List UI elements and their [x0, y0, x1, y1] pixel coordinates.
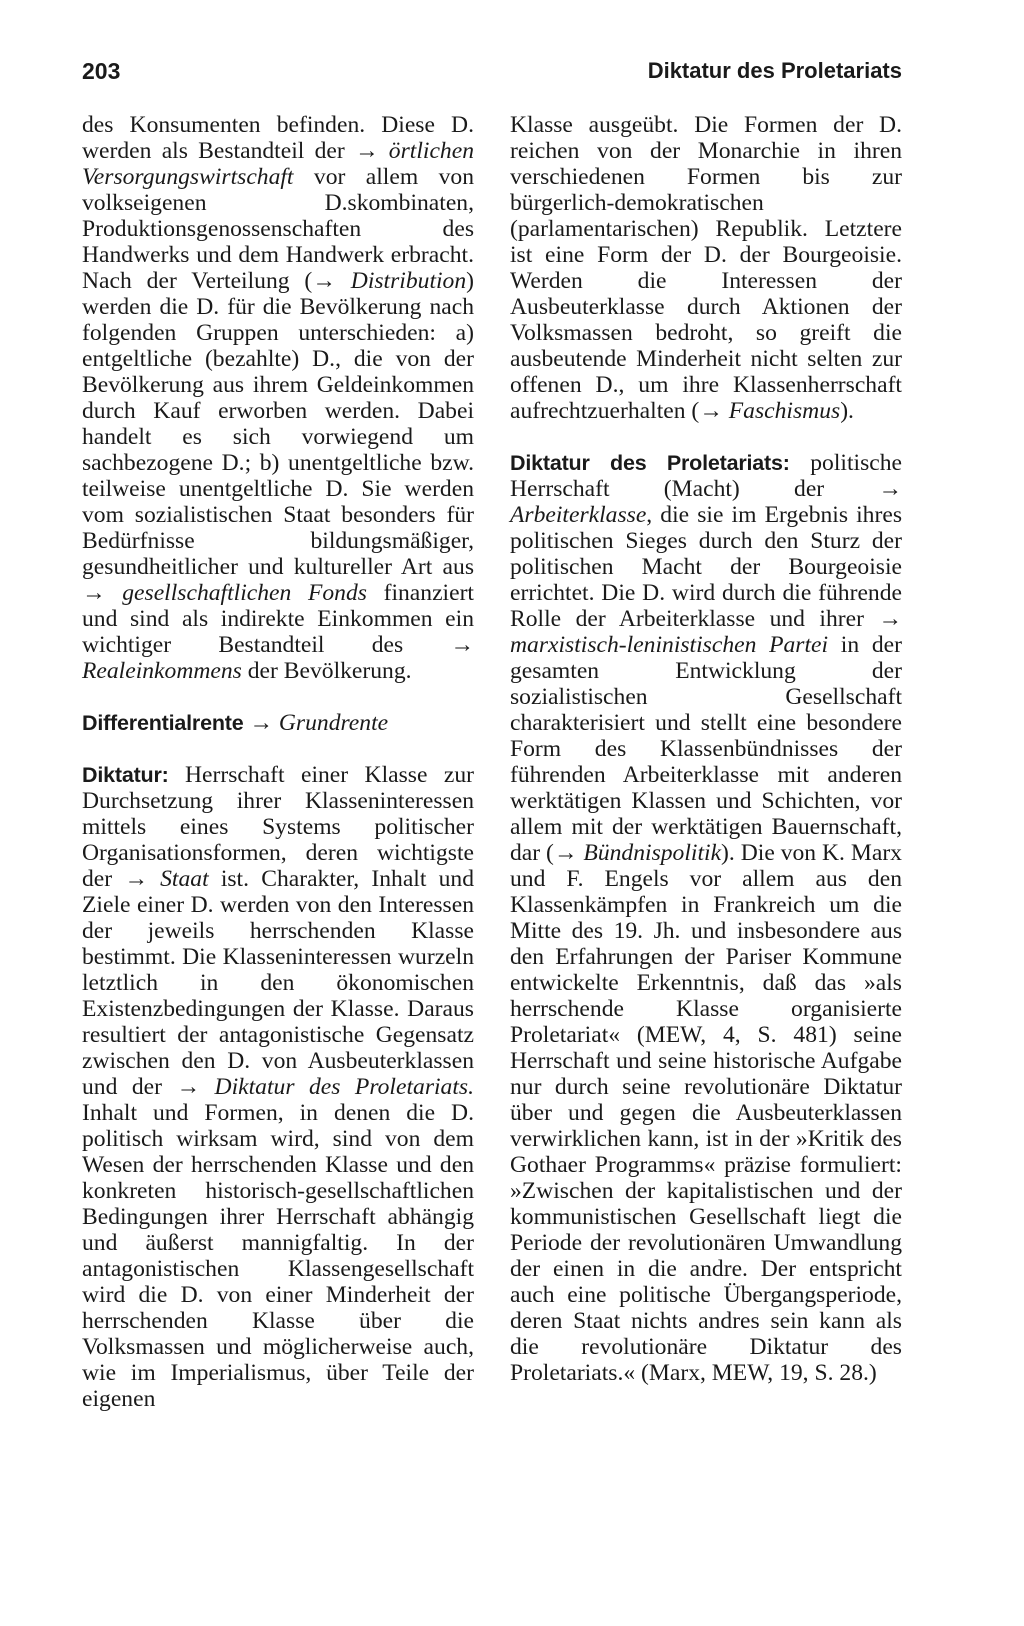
page-number: 203 — [82, 58, 121, 84]
cross-reference[interactable]: → Distribution — [312, 268, 467, 294]
entry-diktatur-des-proletariats — [510, 450, 902, 1386]
entry-text: ist. Charakter, Inhalt und Ziele einer D. werden von den Interessen der jeweils herrschenden Klasse bestimmt. Die Klasseninteressen wurzeln letztlich in den ökonomischen Existenzbedingungen der Klasse. Daraus resultiert der antagonistische Gegensatz zwischen den D. von Ausbeuterklassen und der — [82, 866, 474, 1100]
entry-differentialrente — [82, 710, 474, 736]
cross-reference[interactable]: → gesellschaftlichen Fonds — [82, 580, 367, 606]
entry-text: ). — [840, 398, 854, 424]
entry-text: des Konsumenten befinden. Diese D. werden als Bestandteil der — [82, 112, 474, 164]
cross-reference[interactable]: → Arbeiterklasse — [510, 476, 902, 528]
entry-text: in der gesamten Entwicklung der sozialistischen Gesellschaft charakterisiert und stellt eine besondere Form des Klassenbündnisses der führenden Arbeiterklasse mit anderen werktätigen Klassen und Schichten, vor allem mit der werktätigen Bauernschaft, dar ( — [510, 632, 902, 866]
entry-keyword: Diktatur des Proletariats: — [510, 451, 790, 475]
running-head: Diktatur des Proletariats — [647, 58, 902, 83]
entry-keyword: Differentialrente — [82, 711, 244, 735]
entry-text: politische Herrschaft (Macht) der — [510, 450, 902, 502]
entry-continuation-diktatur — [510, 112, 902, 424]
cross-reference[interactable]: → örtlichen Versorgungswirtschaft — [82, 138, 474, 190]
cross-reference[interactable]: → Realeinkommens — [82, 632, 474, 684]
entry-text: vor allem von volkseigenen D.skombinaten, Produktionsgenossenschaften des Handwerks und dem Handwerk erbracht. Nach der Verteilung ( — [82, 164, 474, 294]
entry-text: finanziert und sind als indirekte Einkommen ein wichtiger Bestandteil des — [82, 580, 474, 658]
cross-reference[interactable]: → marxistisch-leninistischen Partei — [510, 606, 902, 658]
cross-reference[interactable]: → Bündnispolitik — [553, 840, 722, 866]
left-column — [82, 112, 474, 1412]
entry-keyword: Diktatur: — [82, 763, 169, 787]
entry-text: ). Die von K. Marx und F. Engels vor allem aus den Klassenkämpfen in Frankreich um die Mitte des 19. Jh. und insbesondere aus den Erfahrungen der Pariser Kommune entwickelte Erkenntnis, daß das »als herrschende Klasse organisierte Proletariat« (MEW, 4, S. 481) seine Herrschaft und seine historische Aufgabe nur durch seine revolutionäre Diktatur über und gegen die Ausbeuterklassen verwirklichen kann, ist in der »Kritik des Gothaer Programms« präzise formuliert: »Zwischen der kapitalistischen und der kommunistischen Gesellschaft liegt die Periode der revolutionären Umwandlung der einen in die andre. Der entspricht auch eine politische Übergangsperiode, deren Staat nichts andres sein kann als die revolutionäre Diktatur des Proletariats.« (Marx, MEW, 19, S. 28.) — [510, 840, 902, 1386]
cross-reference[interactable]: → Diktatur des Proletariats. — [176, 1074, 474, 1100]
entry-text: ) werden die D. für die Bevölkerung nach folgenden Gruppen unterschieden: a) entgeltliche (bezahlte) D., die von der Bevölkerung aus ihrem Geldeinkommen durch Kauf erworben werden. Dabei handelt es sich vorwiegend um sachbezogene D.; b) unentgeltliche bzw. teilweise unentgeltliche D. Sie werden vom sozialistischen Staat besonders für Bedürfnisse bildungsmäßiger, gesundheitlicher und kultureller Art aus — [82, 268, 475, 580]
page-header — [82, 58, 902, 92]
cross-reference[interactable]: → Faschismus — [699, 398, 841, 424]
entry-text: , die sie im Ergebnis ihres politischen Sieges durch den Sturz der politischen Macht der Bourgeoisie errichtet. Die D. wird durch die führende Rolle der Arbeiterklasse und ihrer — [510, 502, 902, 632]
right-column — [510, 112, 902, 1386]
cross-reference[interactable]: → Grundrente — [249, 710, 389, 736]
entry-text: Klasse ausgeübt. Die Formen der D. reichen von der Monarchie in ihren verschiedenen Formen bis zur bürgerlich-demokratischen (parlamentarischen) Republik. Letztere ist eine Form der D. der Bourgeoisie. Werden die Interessen der Ausbeuterklasse durch Aktionen der Volksmassen bedroht, so greift die ausbeutende Minderheit nicht selten zur offenen D., um ihre Klassenherrschaft aufrechtzuerhalten ( — [510, 112, 902, 424]
cross-reference[interactable]: → Staat — [124, 866, 209, 892]
entry-continuation-dienstleistungen — [82, 112, 474, 684]
entry-text: Herrschaft einer Klasse zur Durchsetzung ihrer Klasseninteressen mittels eines Systems politischer Organisationsformen, deren wichtigste der — [82, 762, 474, 892]
entry-diktatur — [82, 762, 474, 1412]
entry-text: Inhalt und Formen, in denen die D. politisch wirksam wird, sind von dem Wesen der herrschenden Klasse und den konkreten historisch-gesellschaftlichen Bedingungen ihrer Herrschaft abhängig und äußerst mannigfaltig. In der antagonistischen Klassengesellschaft wird die D. von einer Minderheit der herrschenden Klasse über die Volksmassen und möglicherweise auch, wie im Imperialismus, über Teile der eigenen — [82, 1100, 474, 1412]
entry-text: der Bevölkerung. — [241, 658, 412, 684]
